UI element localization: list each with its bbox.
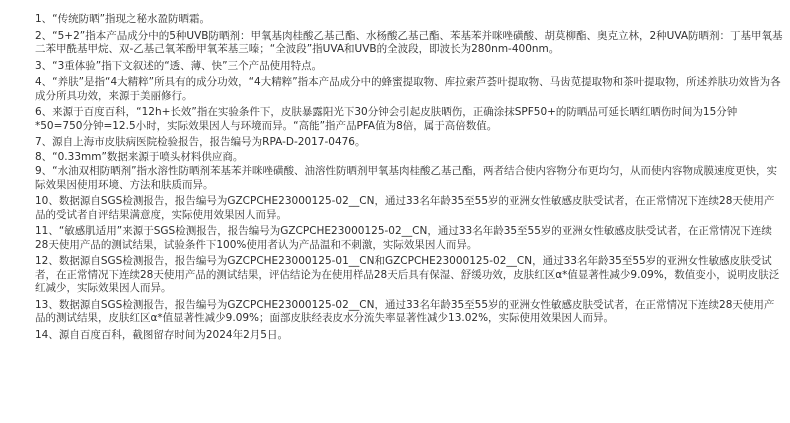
footnote-7: 7、源自上海市皮肤病医院检验报告，报告编号为RPA-D-2017-0476。	[35, 136, 366, 148]
footnote-9: 9、“水油双相防晒剂”指水溶性防晒剂苯基苯并咪唑磺酸、油溶性防晒剂甲氧基肉桂酸乙基己酯，两者结合使内容物分布更均匀，从而使内容物成膜速度更快，实际效果因使用环境、方法和肤质而异。	[35, 165, 778, 191]
footnote-4: 4、“养肤”是指“4大精粹”所具有的成分功效，“4大精粹”指本产品成分中的蜂蜜提取物、库拉索芦荟叶提取物、马齿苋提取物和茶叶提取物，所述养肤功效皆为各成分所具功效，来源于美丽修行。	[35, 76, 781, 102]
footnote-14: 14、源自百度百科，截图留存时间为2024年2月5日。	[35, 328, 288, 341]
footnote-1: 1、“传统防晒”指现之秘水盈防晒霜。	[35, 13, 211, 25]
footnote-10: 10、数据源自SGS检测报告，报告编号为GZCPCHE23000125-02__CN，通过33名年龄35至55岁的亚洲女性敏感皮肤受试者，在正常情况下连续28天使用产品的受试者自评结果满意度，实际使用效果因人而异。	[35, 195, 775, 221]
footnote-6: 6、来源于百度百科，“12h+长效”指在实验条件下，皮肤暴露阳光下30分钟会引起皮肤晒伤，正确涂抹SPF50+的防晒品可延长晒红晒伤时间为15分钟*50=750分钟=12.5小时，实际效果因人与环境而异。“高能”指产品PFA值为8倍，属于高倍数值。	[35, 106, 738, 132]
footnote-2: 2、“5+2”指本产品成分中的5种UVB防晒剂：甲氧基肉桂酸乙基己酯、水杨酸乙基己酯、苯基苯并咪唑磺酸、胡莫柳酯、奥克立林，2种UVA防晒剂：丁基甲氧基二苯甲酰基甲烷、双-乙基己氧苯酚甲氧苯基三嗪；“全波段”指UVA和UVB的全波段，即波长为280nm-400nm。	[35, 29, 783, 55]
footnote-11: 11、“敏感肌适用”来源于SGS检测报告，报告编号为GZCPCHE23000125-02__CN，通过33名年龄35至55岁的亚洲女性敏感皮肤受试者，在正常情况下连续28天使用产品的测试结果，试验条件下100%使用者认为产品温和不刺激，实际效果因人而异。	[35, 225, 772, 251]
footnote-8: 8、“0.33mm”数据来源于喷头材料供应商。	[35, 150, 244, 163]
footnote-12: 12、数据源自SGS检测报告，报告编号为GZCPCHE23000125-01__CN和GZCPCHE23000125-02__CN，通过33名年龄35至55岁的亚洲女性敏感皮肤受试者，在正常情况下连续28天使用产品的测试结果，评估结论为在使用样品28天后具有保湿、舒缓功效，皮肤红区α*值显著性减少9.09%，数值变小，说明皮肤泛红减少，实际效果因人而异。	[35, 255, 780, 294]
footnotes-list	[35, 13, 783, 345]
footnote-3: 3、“3重体验”指下文叙述的“透、薄、快”三个产品使用特点。	[35, 59, 323, 72]
footnote-13: 13、数据源自SGS检测报告，报告编号为GZCPCHE23000125-02__CN，通过33名年龄35至55岁的亚洲女性敏感皮肤受试者，在正常情况下连续28天使用产品的测试结果，皮肤红区α*值显著性减少9.09%；面部皮肤经表皮水分流失率显著性减少13.02%，实际使用效果因人而异。	[35, 298, 775, 324]
